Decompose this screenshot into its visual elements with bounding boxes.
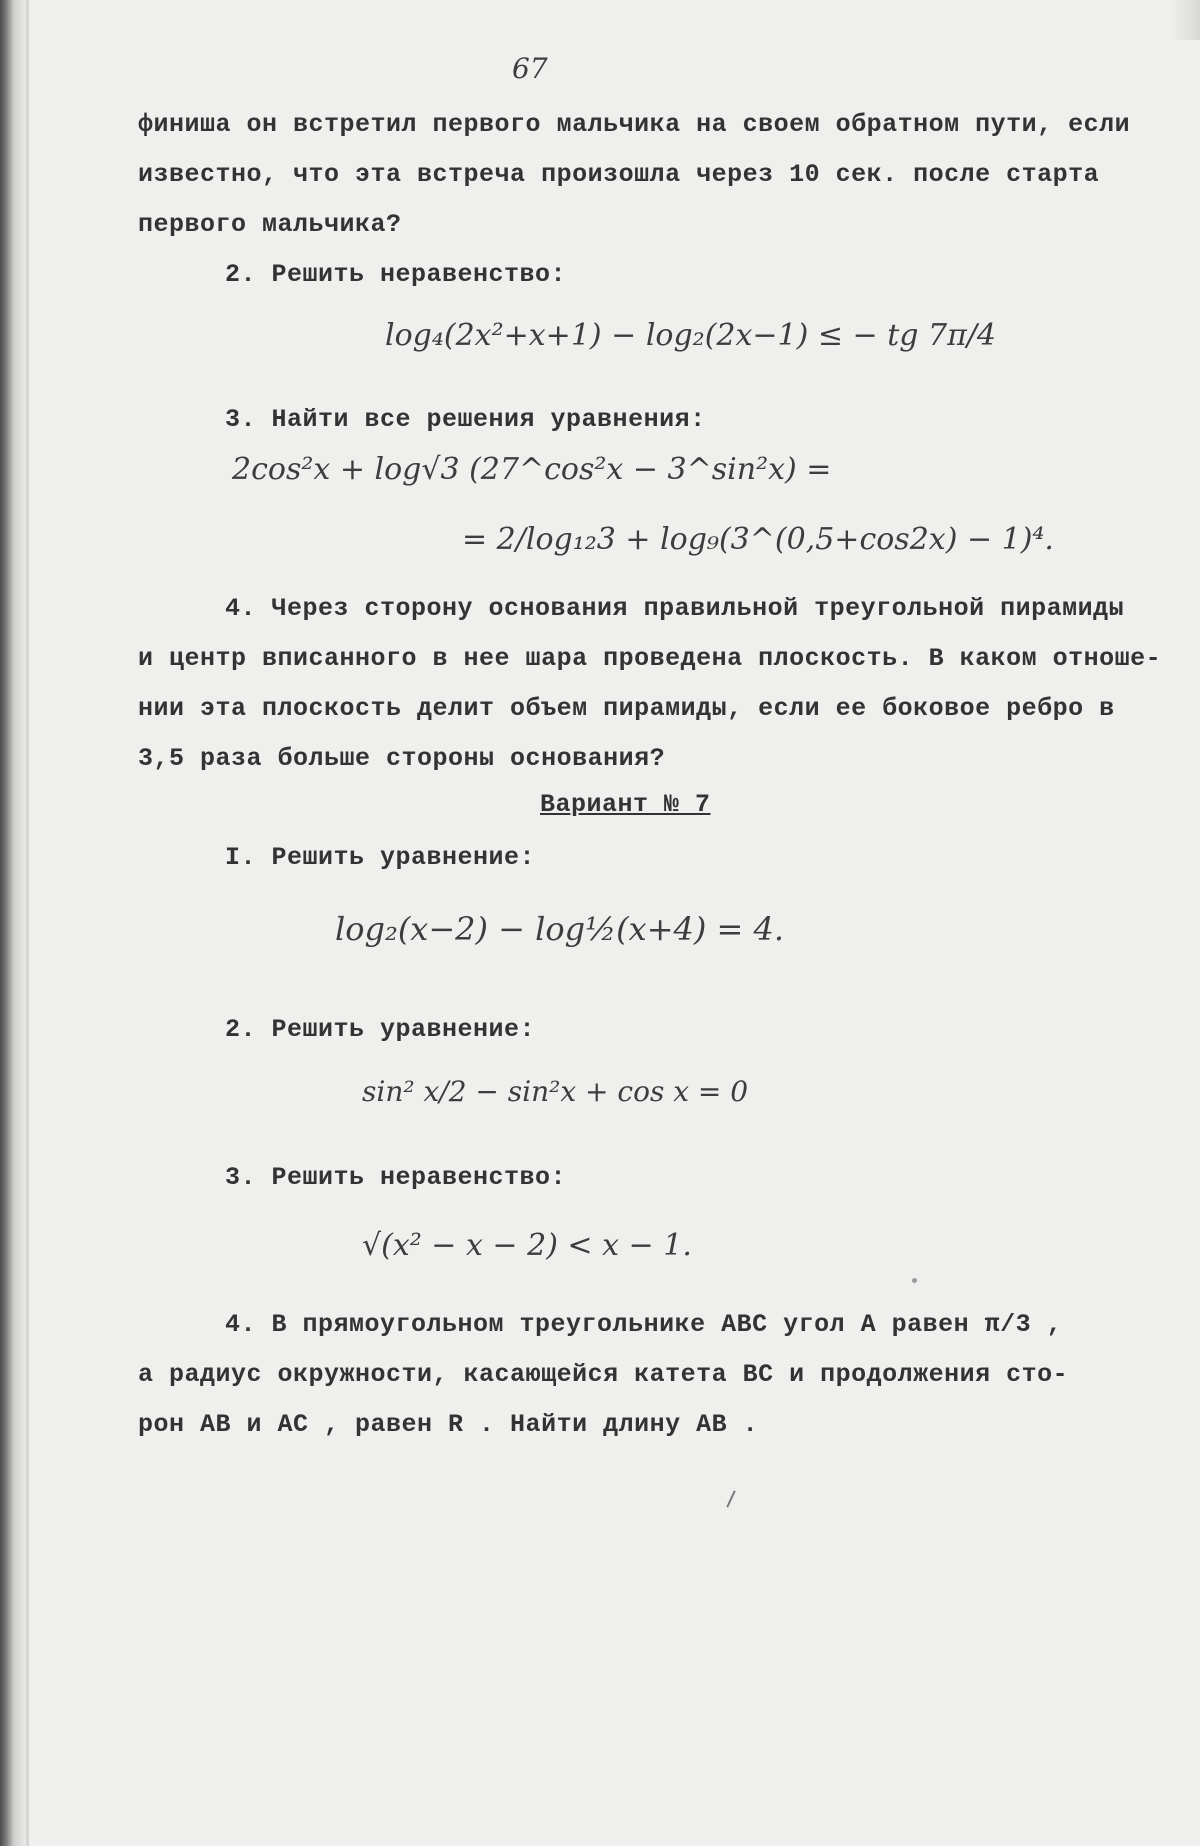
formula-sqrt-inequality: √(x² − x − 2) < x − 1. bbox=[362, 1228, 692, 1263]
text-line: финиша он встретил первого мальчика на своем обратном пути, если bbox=[138, 110, 1131, 139]
text-line: первого мальчика? bbox=[138, 210, 402, 239]
corner-shade bbox=[1170, 0, 1200, 40]
problem-label: 3. Решить неравенство: bbox=[225, 1163, 567, 1192]
text-line: а радиус окружности, касающейся катета BC и продолжения сто- bbox=[138, 1360, 1069, 1389]
formula-equation-part2: = 2/log₁₂3 + log₉(3^(0,5+cos2x) − 1)⁴. bbox=[462, 522, 1054, 557]
page-spine-shadow bbox=[0, 0, 26, 1846]
formula-equation-part1: 2cos²x + log√3 (27^cos²x − 3^sin²x) = bbox=[232, 452, 832, 487]
formula-log-equation: log₂(x−2) − log½(x+4) = 4. bbox=[335, 910, 785, 948]
text-line: и центр вписанного в нее шара проведена плоскость. В каком отноше- bbox=[138, 644, 1162, 673]
text-line: 4. В прямоугольном треугольнике ABC угол A равен π/3 , bbox=[225, 1310, 1063, 1339]
problem-label: 2. Решить уравнение: bbox=[225, 1015, 536, 1044]
text-line: рон AB и AC , равен R . Найти длину AB . bbox=[138, 1410, 759, 1439]
variant-heading: Вариант № 7 bbox=[540, 790, 711, 819]
problem-label: 3. Найти все решения уравнения: bbox=[225, 405, 706, 434]
pen-mark bbox=[726, 1490, 735, 1507]
text-line: известно, что эта встреча произошла через 10 сек. после старта bbox=[138, 160, 1100, 189]
problem-label: 2. Решить неравенство: bbox=[225, 260, 567, 289]
text-line: 4. Через сторону основания правильной треугольной пирамиды bbox=[225, 594, 1125, 623]
formula-inequality: log₄(2x²+x+1) − log₂(2x−1) ≤ − tg 7π/4 bbox=[385, 318, 997, 353]
text-line: нии эта плоскость делит объем пирамиды, если ее боковое ребро в bbox=[138, 694, 1115, 723]
text-line: 3,5 раза больше стороны основания? bbox=[138, 744, 666, 773]
problem-label: I. Решить уравнение: bbox=[225, 843, 536, 872]
formula-trig-equation: sin² x/2 − sin²x + cos x = 0 bbox=[362, 1075, 749, 1108]
scan-speck bbox=[912, 1278, 917, 1283]
page-edge bbox=[26, 0, 29, 1846]
page-number: 67 bbox=[512, 52, 548, 85]
